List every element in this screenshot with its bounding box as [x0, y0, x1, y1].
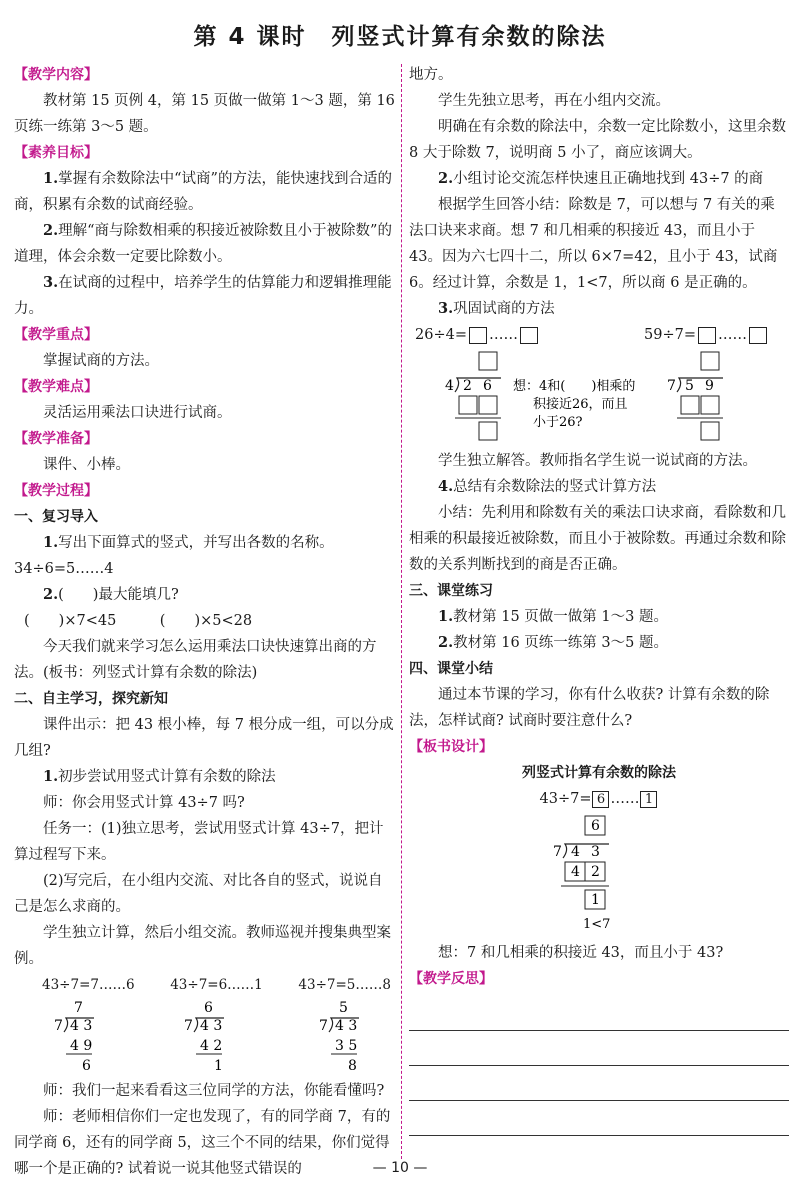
section-heading: 【教学过程】 [14, 483, 98, 499]
svg-text:7: 7 [184, 1018, 193, 1034]
item-number: 1. [43, 768, 59, 785]
exercise-item [409, 630, 789, 656]
board-long-division [409, 812, 789, 940]
quotient-box: 6 [592, 791, 609, 808]
item-text: 巩固试商的方法 [453, 301, 555, 317]
long-division-examples [14, 998, 395, 1078]
item-text: ( )最大能填几? [58, 587, 179, 603]
long-division-59-by-7 [667, 352, 723, 440]
left-column [14, 62, 395, 1182]
goal-item [14, 218, 395, 270]
board-title: 列竖式计算有余数的除法 [522, 765, 676, 781]
hint-text: 积接近26，而且 [533, 397, 628, 412]
paragraph: 通过本节课的学习，你有什么收获? 计算有余数的除法，怎样试商? 试商时要注意什么? [409, 687, 770, 729]
equation: ( )×7<45 ( )×5<28 [24, 613, 253, 629]
section-heading: 【素养目标】 [14, 145, 98, 161]
svg-text:4: 4 [445, 378, 454, 394]
answer-box[interactable] [520, 327, 538, 344]
section-heading: 【板书设计】 [409, 739, 493, 755]
section-heading: 【教学准备】 [14, 431, 98, 447]
reflection-lines [409, 996, 789, 1136]
svg-text:8: 8 [348, 1058, 357, 1074]
item-text: 初步尝试用竖式计算有余数的除法 [58, 769, 276, 785]
long-division-26-by-4 [445, 352, 501, 440]
svg-text:1<7: 1<7 [583, 917, 611, 932]
writing-line[interactable] [409, 996, 789, 1031]
board-equation [409, 786, 789, 812]
equation-text: 43÷7= [539, 791, 592, 807]
svg-text:6: 6 [204, 1000, 213, 1016]
svg-text:5: 5 [339, 1000, 348, 1016]
paragraph: (2)写完后，在小组内交流、对比各自的竖式，说说自己是怎么求商的。 [14, 873, 383, 915]
question [14, 530, 395, 556]
paragraph: 学生先独立思考，再在小组内交流。 [438, 93, 670, 109]
hint-text: 想：4和( )相乘的 [513, 379, 636, 394]
equation-row [14, 972, 395, 998]
question [14, 582, 395, 608]
practice-equation-1 [415, 322, 540, 348]
remainder-box: 1 [640, 791, 657, 808]
page-title: 第 4 课时 列竖式计算有余数的除法 [193, 24, 607, 50]
svg-text:4 9: 4 9 [70, 1038, 93, 1054]
paragraph: 师：你会用竖式计算 43÷7 吗? [43, 795, 245, 811]
goal-item [14, 270, 395, 322]
dots: …… [610, 791, 640, 807]
svg-text:7: 7 [54, 1018, 63, 1034]
dots: …… [488, 327, 518, 343]
answer-box[interactable] [749, 327, 767, 344]
page-number: — 10 — [372, 1160, 428, 1176]
answer-box[interactable] [469, 327, 487, 344]
section-heading: 【教学难点】 [14, 379, 98, 395]
question [14, 764, 395, 790]
item-text: 总结有余数除法的竖式计算方法 [453, 479, 657, 495]
item-number: 2. [438, 634, 454, 651]
svg-text:2: 2 [463, 378, 472, 394]
item-number: 3. [43, 274, 59, 291]
paragraph: 想：7 和几相乘的积接近 43，而且小于 43? [438, 945, 724, 961]
svg-text:7: 7 [74, 1000, 83, 1016]
practice-long-division [409, 348, 789, 448]
long-division-quotient-6 [184, 1000, 224, 1074]
item-text: 掌握有余数除法中“试商”的方法，能快速找到合适的商，积累有余数的试商经验。 [14, 171, 392, 213]
svg-text:1: 1 [214, 1058, 223, 1074]
svg-text:4 3: 4 3 [335, 1018, 358, 1034]
equation: 43÷7=5……8 [298, 977, 391, 993]
paragraph: 课件、小棒。 [43, 457, 130, 473]
item-text: 教材第 16 页练一练第 3～5 题。 [453, 635, 668, 651]
svg-text:6: 6 [591, 818, 600, 834]
writing-line[interactable] [409, 1101, 789, 1136]
svg-text:4 2: 4 2 [200, 1038, 223, 1054]
svg-text:7: 7 [667, 378, 676, 394]
writing-line[interactable] [409, 1031, 789, 1066]
paragraph: 灵活运用乘法口诀进行试商。 [43, 405, 232, 421]
part-heading: 二、自主学习，探究新知 [14, 691, 168, 707]
paragraph: 根据学生回答小结：除数是 7，可以想与 7 有关的乘法口诀来求商。想 7 和几相乘的积接近 43，而且小于 43。因为六七四十二，所以 6×7=42，且小于 43，试商 6。经过计算，余数是 1，1<7，所以商 6 是正确的。 [409, 197, 778, 291]
item-number: 2. [43, 586, 59, 603]
svg-text:9: 9 [705, 378, 714, 394]
paragraph: 任务一：(1)独立思考，尝试用竖式计算 43÷7，把计算过程写下来。 [14, 821, 384, 863]
part-heading: 一、复习导入 [14, 509, 98, 525]
paragraph: 教材第 15 页例 4，第 15 页做一做第 1～3 题，第 16 页练一练第 3～5 题。 [14, 93, 395, 135]
equation-text: 26÷4= [415, 327, 467, 343]
item-number: 2. [438, 170, 454, 187]
item-number: 1. [43, 534, 59, 551]
paragraph: 学生独立计算，然后小组交流。教师巡视并搜集典型案例。 [14, 925, 391, 967]
paragraph: 师：老师相信你们一定也发现了，有的同学商 7，有的同学商 6，还有的同学商 5，这三个不同的结果，你们觉得哪一个是正确的? 试着说一说其他竖式错误的 [14, 1109, 391, 1177]
svg-text:7: 7 [553, 844, 562, 860]
svg-text:3: 3 [591, 844, 600, 860]
svg-text:1: 1 [591, 892, 600, 908]
section-heading: 【教学反思】 [409, 971, 493, 987]
svg-text:4: 4 [571, 844, 580, 860]
dots: …… [718, 327, 747, 343]
practice-equation-2 [644, 322, 769, 348]
svg-text:6: 6 [82, 1058, 91, 1074]
paragraph: 师：我们一起来看看这三位同学的方法，你能看懂吗? [43, 1083, 385, 1099]
item-text: 理解“商与除数相乘的积接近被除数且小于被除数”的道理，体会余数一定要比除数小。 [14, 223, 392, 265]
svg-text:2: 2 [591, 864, 600, 880]
paragraph: 掌握试商的方法。 [43, 353, 159, 369]
question [409, 296, 789, 322]
equation: 43÷7=6……1 [170, 977, 263, 993]
equation: 43÷7=7……6 [42, 977, 135, 993]
svg-text:4 3: 4 3 [200, 1018, 223, 1034]
svg-text:3 5: 3 5 [335, 1038, 358, 1054]
section-heading: 【教学重点】 [14, 327, 98, 343]
practice-equations [409, 322, 789, 348]
answer-box[interactable] [698, 327, 716, 344]
question [409, 166, 789, 192]
section-heading: 【教学内容】 [14, 67, 98, 83]
question [409, 474, 789, 500]
item-number: 4. [438, 478, 454, 495]
exercise-item [409, 604, 789, 630]
item-text: 在试商的过程中，培养学生的估算能力和逻辑推理能力。 [14, 275, 392, 317]
item-number: 1. [438, 608, 454, 625]
paragraph: 学生独立解答。教师指名学生说一说试商的方法。 [438, 453, 757, 469]
paragraph: 明确在有余数的除法中，余数一定比除数小，这里余数 8 大于除数 7，说明商 5 小了，商应该调大。 [409, 119, 786, 161]
paragraph: 今天我们就来学习怎么运用乘法口诀快速算出商的方法。(板书：列竖式计算有余数的除法) [14, 639, 377, 681]
svg-text:4 3: 4 3 [70, 1018, 93, 1034]
svg-text:4: 4 [571, 864, 580, 880]
part-heading: 三、课堂练习 [409, 583, 493, 599]
equation: 34÷6=5……4 [14, 561, 114, 577]
item-number: 2. [43, 222, 59, 239]
svg-text:5: 5 [685, 378, 694, 394]
column-divider [401, 64, 402, 1159]
hint-text: 小于26? [533, 415, 583, 430]
item-number: 3. [438, 300, 454, 317]
item-text: 教材第 15 页做一做第 1～3 题。 [453, 609, 668, 625]
right-column [409, 62, 789, 1136]
item-text: 小组讨论交流怎样快速且正确地找到 43÷7 的商 [453, 171, 764, 187]
paragraph: 课件出示：把 43 根小棒，每 7 根分成一组，可以分成几组? [14, 717, 394, 759]
long-division-quotient-5 [319, 1000, 359, 1074]
svg-text:6: 6 [483, 378, 492, 394]
item-text: 写出下面算式的竖式，并写出各数的名称。 [58, 535, 334, 551]
writing-line[interactable] [409, 1066, 789, 1101]
equation-text: 59÷7= [644, 327, 696, 343]
svg-text:7: 7 [319, 1018, 328, 1034]
part-heading: 四、课堂小结 [409, 661, 493, 677]
item-number: 1. [43, 170, 59, 187]
paragraph: 地方。 [409, 67, 453, 83]
long-division-quotient-7 [54, 1000, 94, 1074]
goal-item [14, 166, 395, 218]
paragraph: 小结：先利用和除数有关的乘法口诀求商，看除数和几相乘的积最接近被除数，而且小于被除数。再通过余数和除数的关系判断找到的商是否正确。 [409, 505, 786, 573]
